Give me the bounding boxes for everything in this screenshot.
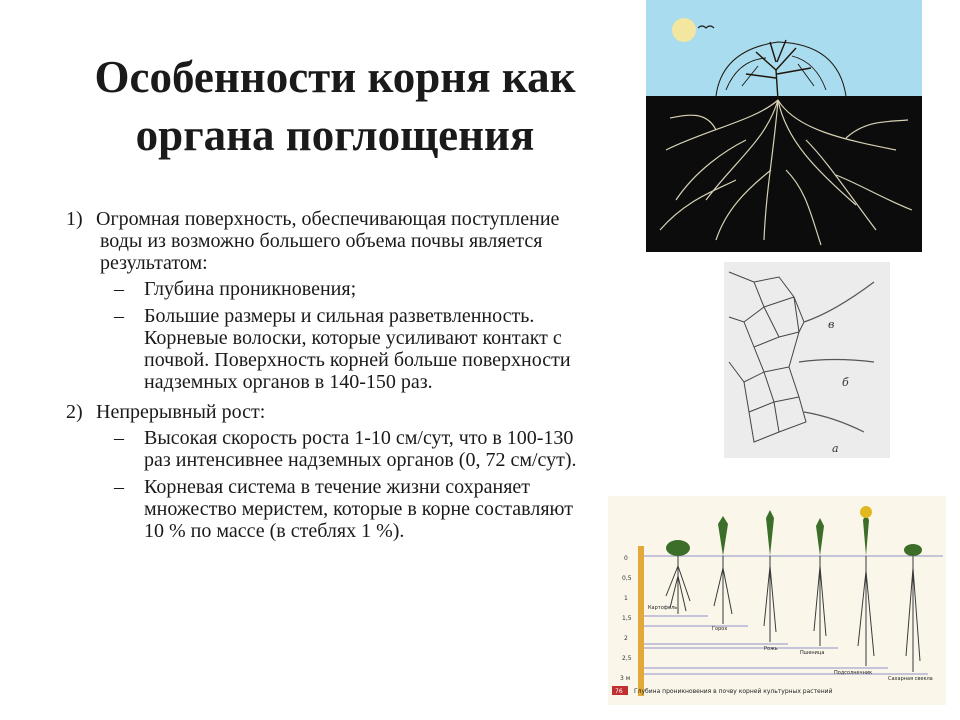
root-hairs-illustration: [724, 262, 890, 458]
point-1: [66, 208, 591, 274]
sun-icon: [672, 18, 696, 42]
point-2-text: Непрерывный рост:: [96, 401, 266, 423]
point-1-sub-2-text: Большие размеры и сильная разветвленность. Корневые волоски, которые усиливают контакт с почвой. Поверхность корней больше поверхности надземных органов в 140-150 раз.: [144, 305, 571, 393]
tick: 1: [624, 595, 628, 602]
depth-scale: [620, 546, 644, 696]
cell-grid: [729, 272, 806, 442]
dash-bullet: –: [114, 305, 124, 327]
tick: 0: [624, 555, 628, 562]
depth-lines: [644, 616, 928, 674]
point-2-sub-1-text: Высокая скорость роста 1-10 см/сут, что в 100-130 раз интенсивнее надземных органов (0, 72 см/сут).: [144, 427, 577, 471]
tick: 3 м: [620, 675, 631, 682]
plant-labels: [648, 605, 933, 682]
plant-roots: [666, 556, 920, 672]
sunflower-head: [860, 506, 872, 518]
plant-label: Подсолнечник: [834, 670, 873, 676]
tick: 2,5: [622, 655, 632, 662]
label-a: а: [832, 442, 839, 455]
figure-caption: Глубина проникновения в почву корней культурных растений: [634, 688, 833, 695]
dash-bullet: –: [114, 278, 124, 300]
caption-number: 76: [615, 688, 623, 695]
plant-label: Пшеница: [800, 650, 825, 656]
point-2: [66, 401, 591, 423]
plant-label: Рожь: [764, 646, 778, 652]
point-1-sub-2: [66, 305, 591, 393]
plant-label: Картофель: [648, 605, 678, 611]
tick: 2: [624, 635, 628, 642]
scale-bar: [638, 546, 644, 696]
point-1-text: Огромная поверхность, обеспечивающая поступление воды из возможно большего объема почвы является результатом:: [96, 208, 560, 274]
point-1-sub-1-text: Глубина проникновения;: [144, 278, 357, 300]
tick: 0,5: [622, 575, 632, 582]
slide-body: [66, 208, 591, 547]
point-1-sub-1: [66, 278, 591, 300]
label-v: в: [828, 318, 835, 331]
tick: 1,5: [622, 615, 632, 622]
point-1-number: 1): [66, 208, 83, 230]
label-b: б: [842, 376, 849, 389]
dash-bullet: –: [114, 476, 124, 498]
plant-tops: [666, 510, 922, 556]
sky: [646, 0, 922, 100]
tree-roots-image: [646, 0, 922, 252]
root-hairs: [799, 282, 874, 432]
root-depth-image: [608, 496, 946, 705]
slide-title: Особенности корня как органа поглощения: [94, 52, 576, 160]
dash-bullet: –: [114, 427, 124, 449]
point-2-number: 2): [66, 401, 83, 423]
point-2-sub-1: [66, 427, 591, 471]
root-hairs-image: [724, 262, 890, 458]
tree-roots-illustration: [646, 0, 922, 252]
plant-label: Горох: [712, 626, 728, 632]
plant-label: Сахарная свекла: [888, 676, 933, 682]
point-2-sub-2: [66, 476, 591, 542]
root-depth-illustration: [608, 496, 946, 705]
point-2-sub-2-text: Корневая система в течение жизни сохраняет множество меристем, которые в корне составляют 10 % по массе (в стеблях 1 %).: [144, 476, 573, 542]
